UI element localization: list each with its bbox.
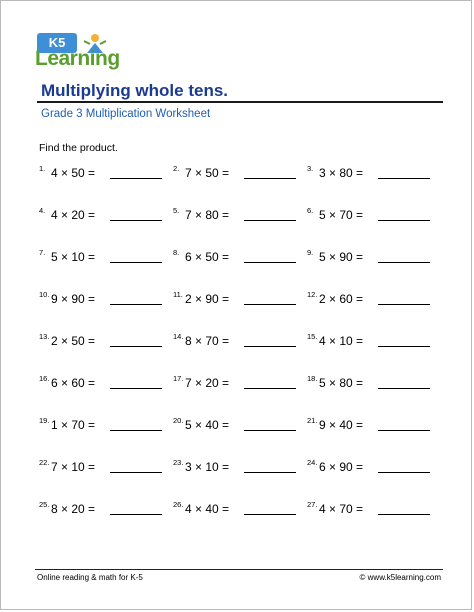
problem-item	[173, 332, 313, 348]
answer-blank[interactable]	[244, 346, 296, 347]
problem-expression: 2 × 90 =	[185, 292, 230, 306]
k5-learning-logo	[35, 31, 125, 73]
problem-expression: 8 × 20 =	[51, 502, 96, 516]
problem-item	[307, 500, 447, 516]
footer-tagline: Online reading & math for K-5	[37, 573, 143, 582]
problem-expression: 6 × 60 =	[51, 376, 96, 390]
problem-item	[307, 206, 447, 222]
answer-blank[interactable]	[110, 472, 162, 473]
answer-blank[interactable]	[378, 472, 430, 473]
problem-number: 25.	[39, 500, 50, 509]
problem-item	[307, 416, 447, 432]
problem-number: 27.	[307, 500, 318, 509]
answer-blank[interactable]	[110, 262, 162, 263]
answer-blank[interactable]	[110, 304, 162, 305]
answer-blank[interactable]	[378, 430, 430, 431]
problem-item	[307, 332, 447, 348]
problem-expression: 3 × 10 =	[185, 460, 230, 474]
problem-number: 13.	[39, 332, 50, 341]
problem-item	[173, 206, 313, 222]
answer-blank[interactable]	[378, 304, 430, 305]
problem-expression: 5 × 70 =	[319, 208, 364, 222]
problem-item	[173, 290, 313, 306]
answer-blank[interactable]	[244, 262, 296, 263]
page-title: Multiplying whole tens.	[41, 81, 228, 100]
problem-expression: 5 × 10 =	[51, 250, 96, 264]
problem-number: 10.	[39, 290, 50, 299]
answer-blank[interactable]	[378, 514, 430, 515]
problem-expression: 8 × 70 =	[185, 334, 230, 348]
problem-number: 2.	[173, 164, 180, 173]
problem-number: 6.	[307, 206, 314, 215]
problem-number: 17.	[173, 374, 184, 383]
answer-blank[interactable]	[244, 514, 296, 515]
worksheet-subtitle: Grade 3 Multiplication Worksheet	[41, 108, 211, 120]
answer-blank[interactable]	[244, 220, 296, 221]
instruction-text: Find the product.	[39, 142, 118, 154]
problem-number: 4.	[39, 206, 46, 215]
problem-number: 16.	[39, 374, 50, 383]
problem-item	[39, 458, 179, 474]
problem-number: 9.	[307, 248, 314, 257]
problem-number: 3.	[307, 164, 314, 173]
problem-expression: 6 × 90 =	[319, 460, 364, 474]
problem-number: 11.	[173, 290, 183, 299]
footer-copyright: © www.k5learning.com	[359, 573, 441, 582]
problem-number: 22.	[39, 458, 50, 467]
problem-expression: 7 × 80 =	[185, 208, 230, 222]
problem-item	[307, 290, 447, 306]
problem-expression: 2 × 60 =	[319, 292, 364, 306]
problem-expression: 3 × 80 =	[319, 166, 364, 180]
problem-number: 21.	[307, 416, 318, 425]
problem-expression: 1 × 70 =	[51, 418, 96, 432]
answer-blank[interactable]	[244, 304, 296, 305]
answer-blank[interactable]	[110, 514, 162, 515]
problem-expression: 6 × 50 =	[185, 250, 230, 264]
problem-item	[173, 164, 313, 180]
problem-expression: 7 × 10 =	[51, 460, 96, 474]
footer-divider	[35, 569, 443, 570]
problem-expression: 4 × 10 =	[319, 334, 364, 348]
answer-blank[interactable]	[110, 430, 162, 431]
problem-expression: 4 × 50 =	[51, 166, 96, 180]
answer-blank[interactable]	[244, 388, 296, 389]
problem-expression: 4 × 70 =	[319, 502, 364, 516]
problem-item	[39, 500, 179, 516]
answer-blank[interactable]	[244, 178, 296, 179]
logo-badge: K5	[37, 33, 77, 53]
problem-item	[173, 374, 313, 390]
problem-number: 19.	[39, 416, 50, 425]
problem-number: 12.	[307, 290, 318, 299]
problem-number: 24.	[307, 458, 318, 467]
problem-item	[39, 290, 179, 306]
problem-item	[39, 416, 179, 432]
logo-wordmark: Learning	[35, 47, 120, 70]
problem-item	[307, 374, 447, 390]
problem-expression: 4 × 20 =	[51, 208, 96, 222]
answer-blank[interactable]	[110, 220, 162, 221]
problem-item	[39, 248, 179, 264]
problem-item	[307, 458, 447, 474]
answer-blank[interactable]	[244, 430, 296, 431]
problem-number: 18.	[307, 374, 318, 383]
problem-expression: 9 × 40 =	[319, 418, 364, 432]
problem-expression: 5 × 80 =	[319, 376, 364, 390]
problem-expression: 2 × 50 =	[51, 334, 96, 348]
answer-blank[interactable]	[378, 388, 430, 389]
answer-blank[interactable]	[378, 262, 430, 263]
problem-item	[173, 248, 313, 264]
problem-expression: 5 × 40 =	[185, 418, 230, 432]
problem-number: 1.	[39, 164, 46, 173]
answer-blank[interactable]	[244, 472, 296, 473]
problem-number: 8.	[173, 248, 180, 257]
problem-item	[39, 206, 179, 222]
answer-blank[interactable]	[378, 220, 430, 221]
answer-blank[interactable]	[378, 178, 430, 179]
answer-blank[interactable]	[110, 388, 162, 389]
problem-item	[307, 164, 447, 180]
title-divider	[37, 101, 443, 103]
problem-expression: 9 × 90 =	[51, 292, 96, 306]
answer-blank[interactable]	[110, 346, 162, 347]
problem-item	[173, 458, 313, 474]
problem-item	[307, 248, 447, 264]
answer-blank[interactable]	[378, 346, 430, 347]
problem-item	[173, 416, 313, 432]
problem-number: 23.	[173, 458, 184, 467]
problem-expression: 7 × 20 =	[185, 376, 230, 390]
problem-number: 7.	[39, 248, 46, 257]
problem-item	[39, 332, 179, 348]
problem-item	[173, 500, 313, 516]
problem-expression: 4 × 40 =	[185, 502, 230, 516]
problem-expression: 7 × 50 =	[185, 166, 230, 180]
problem-number: 15.	[307, 332, 318, 341]
problem-number: 26.	[173, 500, 184, 509]
problem-number: 14.	[173, 332, 184, 341]
answer-blank[interactable]	[110, 178, 162, 179]
problem-number: 20.	[173, 416, 184, 425]
problem-number: 5.	[173, 206, 180, 215]
problem-item	[39, 164, 179, 180]
problem-item	[39, 374, 179, 390]
problem-expression: 5 × 90 =	[319, 250, 364, 264]
